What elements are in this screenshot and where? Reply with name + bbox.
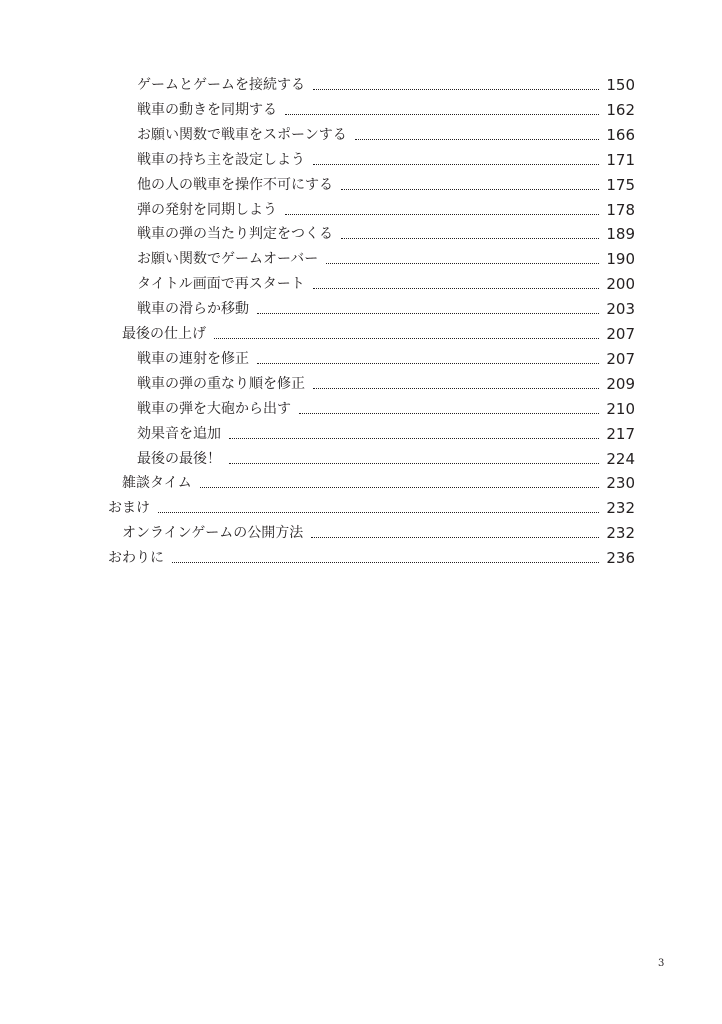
toc-entry — [137, 173, 635, 197]
toc-entry — [137, 247, 635, 271]
toc-entry-page: 224 — [606, 449, 635, 468]
toc-entry-page: 209 — [606, 374, 635, 393]
toc-entry — [137, 347, 635, 371]
toc-leader-dots — [355, 139, 600, 140]
toc-entry-page: 236 — [606, 549, 635, 568]
toc-entry-title: 効果音を追加 — [137, 425, 221, 442]
toc-entry-page: 232 — [606, 499, 635, 518]
toc-entry-page: 207 — [606, 325, 635, 343]
toc-leader-dots — [172, 562, 599, 563]
toc-entry-title: 戦車の弾の当たり判定をつくる — [137, 226, 333, 243]
toc-entry-page: 190 — [606, 250, 635, 269]
toc-entry — [137, 222, 635, 246]
toc-leader-dots — [313, 89, 599, 90]
toc-leader-dots — [311, 537, 599, 538]
toc-entry-page: 217 — [606, 424, 635, 443]
toc-entry — [122, 322, 635, 346]
toc-entry-title: お願い関数で戦車をスポーンする — [137, 126, 347, 143]
toc-leader-dots — [341, 189, 599, 190]
toc-entry-title: 戦車の動きを同期する — [137, 101, 277, 118]
toc-leader-dots — [326, 263, 599, 264]
toc-entry — [137, 148, 635, 172]
toc-entry-title: オンラインゲームの公開方法 — [122, 525, 304, 542]
toc-entry — [122, 521, 635, 545]
toc-entry-title: タイトル画面で再スタート — [137, 276, 305, 293]
toc-entry-page: 171 — [606, 150, 635, 169]
toc-leader-dots — [341, 238, 599, 239]
toc-entry — [137, 73, 635, 97]
toc-entry — [137, 397, 635, 421]
toc-entry-title: おわりに — [108, 550, 164, 567]
toc-entry — [137, 372, 635, 396]
toc-entry-page: 207 — [606, 349, 635, 368]
toc-entry-title: 弾の発射を同期しよう — [137, 201, 277, 218]
toc-entry-page: 210 — [606, 399, 635, 418]
toc-leader-dots — [229, 463, 599, 464]
page-number: 3 — [658, 958, 665, 969]
toc-leader-dots — [299, 413, 599, 414]
toc-leader-dots — [229, 438, 599, 439]
toc-entry — [137, 297, 635, 321]
toc-entry-page: 178 — [606, 200, 635, 219]
toc-leader-dots — [313, 388, 599, 389]
toc-entry — [137, 198, 635, 222]
toc-entry-page: 166 — [606, 125, 635, 144]
toc-entry-title: おまけ — [108, 500, 150, 517]
toc-entry-title: 戦車の連射を修正 — [137, 350, 249, 367]
toc-leader-dots — [313, 288, 600, 289]
toc-entry — [137, 272, 635, 296]
toc-entry-title: 戦車の持ち主を設定しよう — [137, 151, 305, 168]
toc-leader-dots — [214, 338, 599, 339]
toc-leader-dots — [257, 313, 599, 314]
toc-entry-title: 戦車の弾を大砲から出す — [137, 400, 291, 417]
toc-entry-page: 232 — [606, 524, 635, 543]
toc-entry — [137, 123, 635, 147]
toc-entry-title: お願い関数でゲームオーバー — [137, 251, 319, 268]
toc-entry — [137, 422, 635, 446]
toc-leader-dots — [158, 512, 599, 513]
toc-entry-title: ゲームとゲームを接続する — [137, 77, 305, 93]
toc-leader-dots — [200, 487, 600, 488]
toc-entry-page: 150 — [606, 76, 635, 94]
toc-leader-dots — [313, 164, 599, 165]
toc-entry-page: 203 — [606, 300, 635, 319]
toc-entry-title: 最後の仕上げ — [122, 326, 206, 342]
toc-entry-title: 戦車の滑らか移動 — [137, 301, 249, 318]
toc-entry — [108, 496, 635, 520]
toc-leader-dots — [285, 114, 599, 115]
toc-entry-page: 189 — [606, 225, 635, 244]
toc-entry-title: 他の人の戦車を操作不可にする — [137, 176, 333, 193]
toc-entry-page: 175 — [606, 175, 635, 194]
toc-entry — [108, 546, 635, 570]
toc-leader-dots — [257, 363, 599, 364]
toc-leader-dots — [285, 214, 599, 215]
toc-entry-page: 230 — [606, 474, 635, 493]
toc-entry — [137, 98, 635, 122]
toc-entry — [122, 471, 635, 495]
toc-entry-page: 200 — [606, 275, 635, 294]
toc-entry-title: 最後の最後！ — [137, 450, 221, 467]
toc-entry-title: 戦車の弾の重なり順を修正 — [137, 375, 305, 392]
toc-entry-page: 162 — [606, 100, 635, 119]
toc-entry — [137, 447, 635, 471]
toc-entry-title: 雑談タイム — [122, 475, 192, 492]
